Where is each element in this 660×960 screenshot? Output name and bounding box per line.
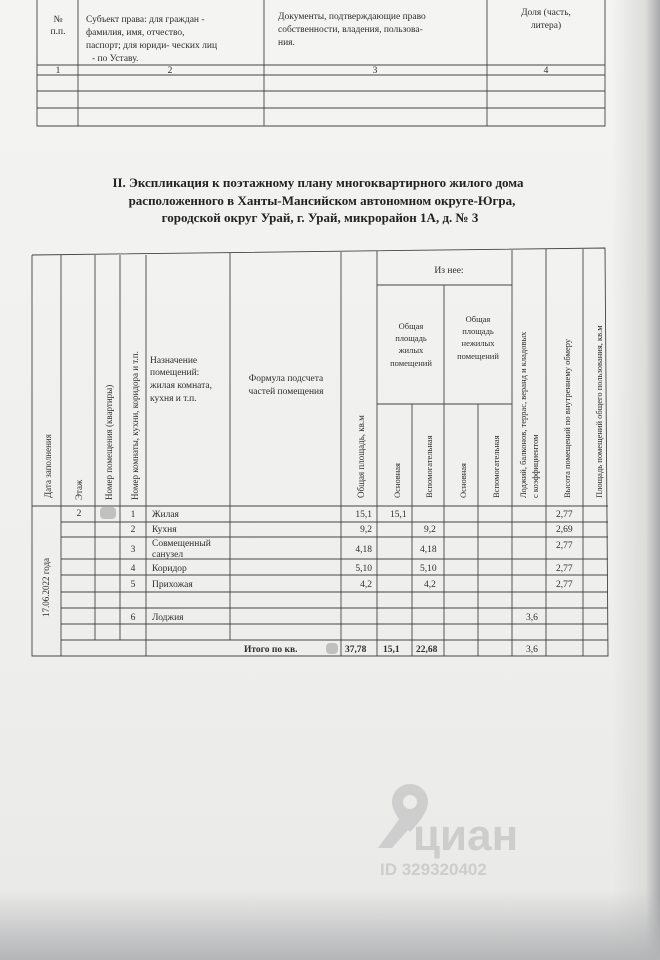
total-area: 4,2 bbox=[360, 580, 372, 590]
col-index: 1 bbox=[55, 66, 61, 76]
total-area-sum: 37,78 bbox=[345, 645, 367, 655]
total-area: 5,10 bbox=[355, 564, 372, 574]
header-purpose: кухня и т.п. bbox=[150, 394, 197, 404]
header-purpose: жилая комната, bbox=[150, 381, 212, 391]
header-living-area: помещений bbox=[390, 358, 432, 368]
header-nonliving-area: площадь bbox=[462, 326, 494, 336]
col-share-header: литера) bbox=[530, 21, 562, 31]
room-height: 2,77 bbox=[556, 564, 573, 574]
col-index: 2 bbox=[167, 66, 173, 76]
section-title bbox=[112, 175, 524, 225]
loggia-sum: 3,6 bbox=[526, 645, 538, 655]
total-area: 15,1 bbox=[355, 510, 372, 520]
room-height: 2,77 bbox=[556, 510, 573, 520]
room-height: 2,77 bbox=[556, 580, 573, 590]
header-living-area: Общая bbox=[398, 321, 424, 331]
header-formula: Формула подсчета bbox=[248, 374, 324, 384]
room-name: Лоджия bbox=[152, 613, 184, 623]
header-room-number: Номер комнаты, кухни, коридора и т.п. bbox=[130, 351, 140, 500]
room-number: 4 bbox=[130, 564, 136, 574]
col-subject-header: паспорт; для юриди- ческих лиц bbox=[86, 41, 218, 51]
total-label: Итого по кв. bbox=[244, 645, 298, 655]
col-number-header: п.п. bbox=[50, 27, 66, 37]
table-row bbox=[131, 613, 539, 623]
redacted-apartment-number bbox=[100, 507, 116, 519]
room-name: Совмещенный bbox=[152, 539, 211, 549]
header-of-which: Из нее: bbox=[434, 266, 464, 276]
header-floor: Этаж bbox=[74, 479, 84, 500]
living-aux-area: 4,18 bbox=[420, 545, 437, 555]
room-name: Прихожая bbox=[152, 580, 193, 590]
table-row bbox=[131, 510, 573, 520]
table-row bbox=[131, 538, 573, 560]
section-title-line: II. Экспликация к поэтажному плану многоквартирного жилого дома bbox=[112, 175, 524, 190]
watermark-id: ID 329320402 bbox=[380, 860, 487, 879]
section-title-line: городской округ Урай, г. Урай, микрорайон 1А, д. № 3 bbox=[161, 210, 479, 225]
col-documents-header: Документы, подтверждающие право bbox=[278, 12, 426, 22]
explication-table-headers bbox=[43, 266, 604, 500]
col-subject-header: Субъект права: для граждан - bbox=[86, 15, 205, 25]
floor-value: 2 bbox=[76, 509, 82, 519]
fill-date: 17.06.2022 года bbox=[41, 557, 51, 617]
watermark-brand: циан bbox=[413, 811, 519, 860]
col-number-header: № bbox=[53, 15, 63, 25]
header-loggia: с коэффициентом bbox=[530, 434, 540, 498]
header-purpose: Назначение bbox=[150, 356, 198, 366]
living-main-sum: 15,1 bbox=[383, 645, 400, 655]
total-area: 4,18 bbox=[355, 545, 372, 555]
room-number: 6 bbox=[130, 613, 136, 623]
header-common-area: Площадь помещений общего пользования, кв.м bbox=[594, 325, 604, 498]
living-aux-area: 5,10 bbox=[420, 564, 437, 574]
col-index: 3 bbox=[372, 66, 378, 76]
header-living-area: площадь bbox=[395, 333, 427, 343]
header-living-aux: Вспомогательная bbox=[424, 435, 434, 498]
room-name: Коридор bbox=[152, 564, 187, 574]
room-height: 2,69 bbox=[556, 525, 573, 535]
section-title-line: расположенного в Ханты-Мансийском автономном округе-Югра, bbox=[128, 193, 516, 208]
col-share-header: Доля (часть, bbox=[521, 8, 571, 18]
header-nonliving-area: нежилых bbox=[461, 338, 495, 348]
living-aux-area: 4,2 bbox=[424, 580, 436, 590]
table-row bbox=[131, 564, 573, 574]
header-total-area: Общая площадь, кв.м bbox=[356, 415, 366, 498]
cian-watermark bbox=[378, 784, 518, 879]
col-subject-header: фамилия, имя, отчество, bbox=[86, 28, 185, 38]
table-row bbox=[131, 580, 573, 590]
col-documents-header: ния. bbox=[278, 38, 295, 48]
room-name: санузел bbox=[152, 550, 184, 560]
header-living-area: жилых bbox=[398, 345, 424, 355]
room-number: 5 bbox=[130, 580, 136, 590]
room-name: Кухня bbox=[152, 525, 177, 535]
living-main-area: 15,1 bbox=[390, 510, 407, 520]
col-documents-header: собственности, владения, пользова- bbox=[278, 25, 423, 35]
total-area: 9,2 bbox=[360, 525, 372, 535]
room-number: 3 bbox=[130, 545, 136, 555]
room-number: 2 bbox=[130, 525, 136, 535]
header-nonliving-area: Общая bbox=[465, 314, 491, 324]
col-subject-header: - по Уставу. bbox=[92, 54, 139, 64]
header-nonliving-area: помещений bbox=[457, 351, 499, 361]
living-aux-sum: 22,68 bbox=[416, 645, 438, 655]
header-nonliving-aux: Вспомогательная bbox=[491, 435, 501, 498]
header-height: Высота помещений по внутреннему обмеру bbox=[562, 338, 572, 498]
header-date: Дата заполнения bbox=[43, 434, 53, 498]
header-formula: частей помещения bbox=[248, 387, 324, 397]
room-name: Жилая bbox=[152, 510, 179, 520]
col-index: 4 bbox=[543, 66, 549, 76]
rights-table-headers bbox=[51, 7, 571, 76]
header-living-main: Основная bbox=[392, 463, 402, 498]
total-row bbox=[244, 645, 538, 655]
loggia-area: 3,6 bbox=[526, 613, 538, 623]
explication-table-body bbox=[41, 507, 573, 655]
header-loggia: Лоджий, балконов, террас, веранд и кладовых bbox=[518, 331, 528, 498]
table-row bbox=[131, 525, 573, 535]
living-aux-area: 9,2 bbox=[424, 525, 436, 535]
redacted-apartment-number bbox=[326, 643, 338, 654]
header-apartment-number: Номер помещения (квартиры) bbox=[104, 384, 114, 500]
room-height: 2,77 bbox=[556, 541, 573, 551]
room-number: 1 bbox=[130, 510, 136, 520]
header-nonliving-main: Основная bbox=[458, 463, 468, 498]
header-purpose: помещений: bbox=[150, 368, 200, 378]
